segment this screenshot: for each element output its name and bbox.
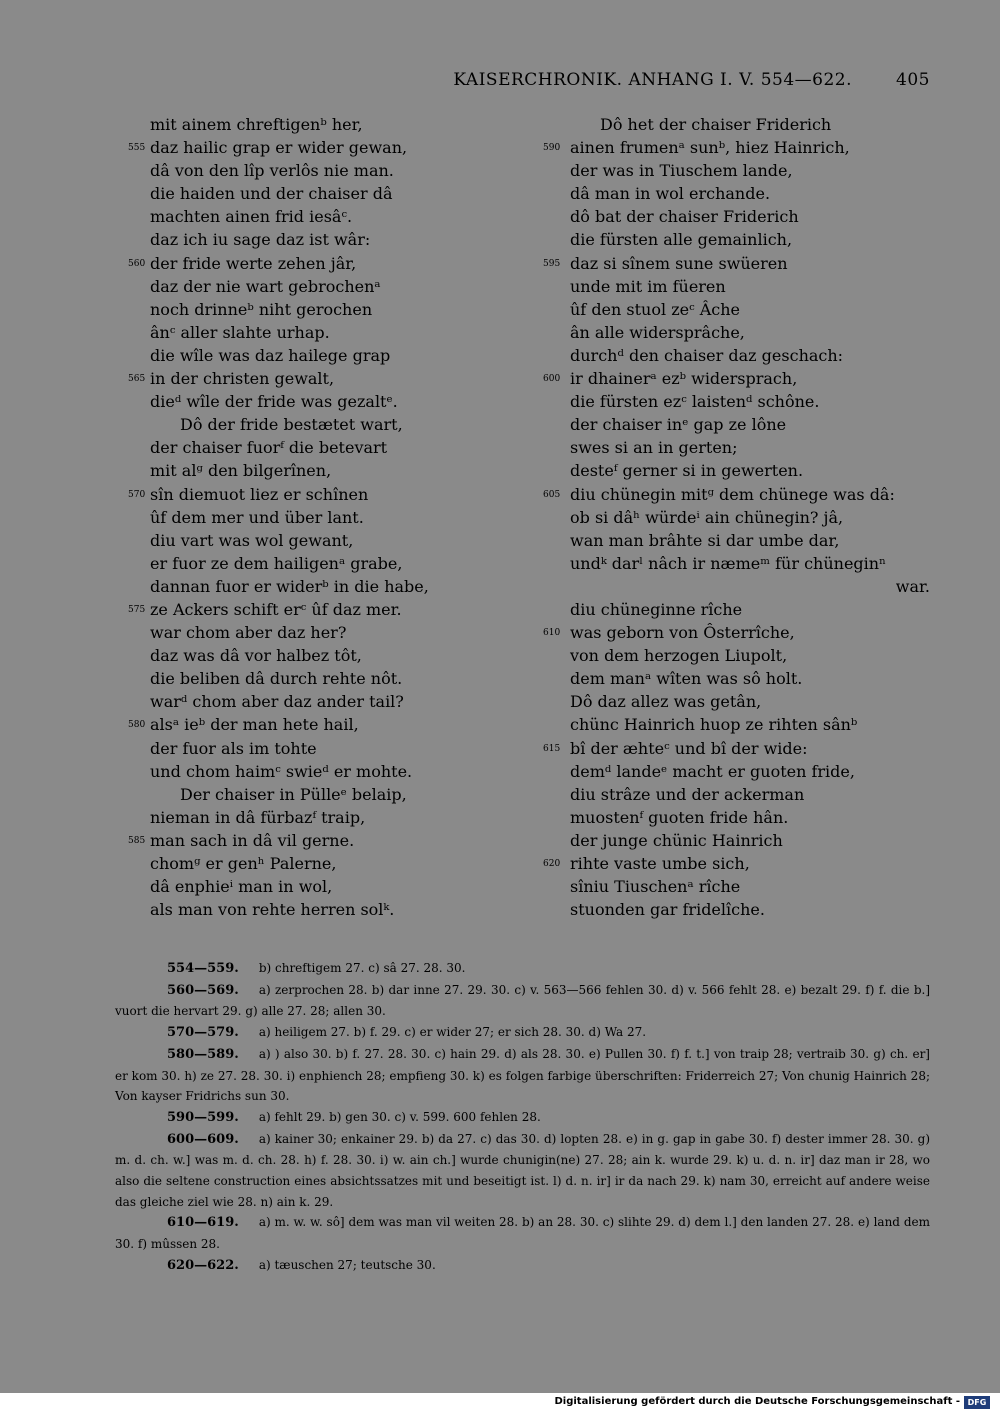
apparatus-range: 610—619. (167, 1215, 239, 1231)
apparatus-range: 560—569. (167, 982, 239, 998)
verse-text: Dô daz allez was getân, (570, 692, 762, 712)
verse-text: der was in Tiuschem lande, (570, 161, 793, 181)
running-header (110, 70, 930, 94)
verse-line (150, 644, 480, 667)
verse-text: dâ man in wol erchande. (570, 184, 771, 204)
apparatus-entry (115, 1255, 930, 1277)
verse-line (570, 898, 930, 921)
verse-number: 560 (128, 258, 146, 269)
verse-line (128, 252, 480, 275)
verse-line (570, 205, 930, 228)
apparatus-text: a) tæuschen 27; teutsche 30. (258, 1257, 436, 1272)
apparatus-entry (115, 1107, 930, 1129)
verse-number: 570 (128, 489, 146, 500)
apparatus-range: 620—622. (167, 1257, 239, 1273)
verse-line (150, 667, 480, 690)
verse-text: sîn diemuot liez er schînen (150, 484, 369, 504)
verse-line (570, 667, 930, 690)
verse-line (150, 760, 480, 783)
verse-line (150, 275, 480, 298)
verse-text: dâ enphieⁱ man in wol, (150, 877, 333, 897)
verse-line (543, 621, 930, 644)
verse-line (150, 228, 480, 251)
verse-text: und chom haimᶜ swieᵈ er mohte. (150, 761, 413, 781)
verse-line (570, 806, 930, 829)
verse-text: ûf dem mer und über lant. (150, 507, 364, 527)
verse-text: der chaiser inᵉ gap ze lône (570, 415, 787, 435)
verse-text: nieman in dâ fürbazᶠ traip, (150, 807, 366, 827)
verse-text: machten ainen frid iesâᶜ. (150, 207, 353, 227)
verse-text: stuonden gar fridelîche. (570, 900, 765, 920)
verse-text: ânᶜ aller slahte urhap. (150, 322, 330, 342)
verse-text: in der christen gewalt, (150, 369, 335, 389)
verse-text: sîniu Tiuschenᵃ rîche (570, 877, 741, 897)
verse-text: dô bat der chaiser Friderich (570, 207, 799, 227)
verse-text: undᵏ darˡ nâch ir næmeᵐ für chüneginⁿ (570, 553, 886, 573)
verse-line (150, 852, 480, 875)
verse-line (128, 136, 480, 159)
verse-number: 565 (128, 374, 146, 385)
apparatus-entry (115, 1022, 930, 1044)
verse-text: muostenᶠ guoten fride hân. (570, 807, 789, 827)
verse-text: der fuor als im tohte (150, 738, 317, 758)
verse-text: was geborn von Ôsterrîche, (570, 623, 795, 643)
footer-credit: Digitalisierung gefördert durch die Deutsche Forschungsgemeinschaft - (554, 1396, 960, 1407)
page-number: 405 (896, 70, 930, 90)
verse-text: mit ainem chreftigenᵇ her, (150, 115, 363, 134)
verse-line (543, 252, 930, 275)
verse-text: Dô der fride bestætet wart, (180, 415, 403, 435)
verse-line (570, 644, 930, 667)
apparatus-text: a) kainer 30; enkainer 29. b) da 27. c) das 30. d) lopten 28. e) in g. gap in gabe 30. f) dester immer 28. 30. g) m. d. ch. w.] was m. d. ch. 28. h) f. 28. 30. i) w. ain ch.] wurde chunigin(ne) 27. 28; ain k. wurde 29. k) u. d. n. ir] daz man ir 28, wo also die seltene construction eines absichtssatzes mit und beseitigt ist. l) d. n. ir] ir da nach 29. k) nam 30, erreicht auf andere weise das gleiche ziel wie 28. n) ain k. 29. (115, 1131, 930, 1209)
verse-line (570, 598, 930, 621)
verse-line (150, 159, 480, 182)
verse-line (128, 483, 480, 506)
verse-line (150, 529, 480, 552)
verse-number: 615 (543, 743, 561, 754)
verse-text: die beliben dâ durch rehte nôt. (150, 669, 403, 689)
verse-line (570, 459, 930, 482)
verse-line (150, 875, 480, 898)
verse-number: 605 (543, 489, 561, 500)
verse-text: Dô het der chaiser Friderich (600, 115, 832, 134)
verse-text: warᵈ chom aber daz ander tail? (150, 692, 404, 712)
verse-number: 580 (128, 720, 146, 731)
verse-line (543, 136, 930, 159)
verse-text: daz si sînem sune swüeren (570, 253, 788, 273)
verse-line (570, 228, 930, 251)
verse-line (570, 783, 930, 806)
verse-text: ir dhainerᵃ ezᵇ widersprach, (570, 369, 798, 389)
verse-text: swes si an in gerten; (570, 438, 738, 458)
verse-line (150, 321, 480, 344)
apparatus-entry (115, 980, 930, 1022)
apparatus-range: 580—589. (167, 1046, 239, 1062)
left-verse-column (128, 113, 480, 921)
verse-text: alsᵃ ieᵇ der man hete hail, (150, 715, 359, 735)
verse-line (150, 898, 480, 921)
verse-line (570, 875, 930, 898)
dfg-logo: DFG (964, 1396, 990, 1409)
verse-text: die wîle was daz hailege grap (150, 345, 391, 365)
verse-line (570, 552, 930, 575)
verse-number: 575 (128, 604, 146, 615)
verse-number: 555 (128, 143, 146, 154)
verse-text: der junge chünic Hainrich (570, 830, 783, 850)
verse-line (150, 621, 480, 644)
verse-line (543, 483, 930, 506)
verse-text: dâ von den lîp verlôs nie man. (150, 161, 394, 181)
apparatus-text: a) ) also 30. b) f. 27. 28. 30. c) hain 29. d) als 28. 30. e) Pullen 30. f) f. t.] von traip 28; vertraib 30. g) ch. er] er kom 30. h) ze 27. 28. 30. i) enphiench 28; empfieng 30. k) es folgen farbige überschriften: Friderreich 27; Von chunig Hainrich 28; Von kayser Fridrichs sun 30. (115, 1046, 930, 1104)
verse-line (150, 806, 480, 829)
verse-line (570, 275, 930, 298)
verse-line (150, 182, 480, 205)
verse-line (150, 344, 480, 367)
verse-text: von dem herzogen Liupolt, (570, 646, 788, 666)
verse-line (570, 413, 930, 436)
verse-line (150, 552, 480, 575)
verse-text: ob si dâʰ würdeⁱ ain chünegin? jâ, (570, 507, 844, 527)
apparatus-entry (115, 1212, 930, 1254)
verse-number: 595 (543, 258, 561, 269)
verse-number: 600 (543, 374, 561, 385)
verse-line (570, 690, 930, 713)
verse-line (543, 367, 930, 390)
verse-line (570, 713, 930, 736)
verse-line (570, 321, 930, 344)
verse-line (570, 159, 930, 182)
verse-line (128, 598, 480, 621)
verse-text: diu chüneginne rîche (570, 599, 743, 619)
verse-text: chünc Hainrich huop ze rihten sânᵇ (570, 715, 858, 735)
verse-line (150, 459, 480, 482)
verse-line (150, 690, 480, 713)
verse-text: bî der æhteᶜ und bî der wide: (570, 738, 808, 758)
verse-text: ûf den stuol zeᶜ Âche (570, 299, 741, 319)
verse-line (150, 783, 480, 806)
apparatus-entry (115, 1044, 930, 1107)
verse-text: diu vart was wol gewant, (150, 530, 354, 550)
verse-line (150, 436, 480, 459)
verse-text: der chaiser fuorᶠ die betevart (150, 438, 388, 458)
verse-line (570, 113, 930, 136)
verse-line (570, 344, 930, 367)
verse-text: die fürsten alle gemainlich, (570, 230, 793, 250)
apparatus-entry (115, 958, 930, 980)
apparatus-text: a) zerprochen 28. b) dar inne 27. 29. 30. c) v. 563—566 fehlen 30. d) v. 566 fehlt 28. e) bezalt 29. f) f. die b.] vuort die hervart 29. g) alle 27. 28; allen 30. (115, 982, 930, 1019)
footer-bar (0, 1393, 1000, 1413)
verse-line (128, 367, 480, 390)
apparatus-range: 554—559. (167, 961, 239, 976)
verse-text: daz was dâ vor halbez tôt, (150, 646, 362, 666)
verse-text: desteᶠ gerner si in gewerten. (570, 461, 804, 481)
verse-line (570, 760, 930, 783)
verse-text: mit alᵍ den bilgerînen, (150, 461, 332, 481)
verse-line (543, 852, 930, 875)
verse-text: die fürsten ezᶜ laistenᵈ schône. (570, 392, 820, 412)
verse-text: diu strâze und der ackerman (570, 784, 805, 804)
critical-apparatus (115, 958, 930, 1277)
apparatus-range: 570—579. (167, 1025, 239, 1041)
verse-text: dem manᵃ wîten was sô holt. (570, 669, 803, 689)
verse-line (150, 737, 480, 760)
apparatus-range: 590—599. (167, 1109, 239, 1125)
verse-text: als man von rehte herren solᵏ. (150, 900, 395, 920)
verse-text: diu chünegin mitᵍ dem chünege was dâ: (570, 484, 895, 504)
verse-text: dannan fuor er widerᵇ in die habe, (150, 576, 429, 596)
verse-text: daz der nie wart gebrochenᵃ (150, 276, 381, 296)
apparatus-range: 600—609. (167, 1131, 239, 1147)
verse-text: daz ich iu sage daz ist wâr: (150, 230, 371, 250)
verse-text: ze Ackers schift erᶜ ûf daz mer. (150, 599, 402, 619)
verse-line (570, 506, 930, 529)
verse-number: 610 (543, 628, 561, 639)
verse-text: noch drinneᵇ niht gerochen (150, 299, 373, 319)
verse-text: demᵈ landeᵉ macht er guoten fride, (570, 761, 855, 781)
verse-text: er fuor ze dem hailigenᵃ grabe, (150, 553, 403, 573)
verse-text: durchᵈ den chaiser daz geschach: (570, 345, 844, 365)
verse-text: ân alle widersprâche, (570, 322, 745, 342)
verse-line (150, 575, 480, 598)
verse-line (128, 829, 480, 852)
verse-line (570, 390, 930, 413)
verse-number: 590 (543, 143, 561, 154)
verse-text: daz hailic grap er wider gewan, (150, 138, 408, 158)
verse-line (150, 506, 480, 529)
verse-line (570, 298, 930, 321)
verse-text: unde mit im füeren (570, 276, 726, 296)
verse-number: 620 (543, 859, 561, 869)
apparatus-entry (115, 1129, 930, 1213)
right-verse-column (543, 113, 930, 921)
verse-text: wan man brâhte si dar umbe dar, (570, 530, 840, 550)
verse-text: dieᵈ wîle der fride was gezaltᵉ. (150, 392, 398, 412)
verse-text: die haiden und der chaiser dâ (150, 184, 393, 204)
apparatus-text: a) m. w. w. sô] dem was man vil weiten 28. b) an 28. 30. c) slihte 29. d) dem l.] den landen 27. 28. e) land dem 30. f) mûssen 28. (115, 1215, 930, 1252)
verse-text: man sach in dâ vil gerne. (150, 830, 355, 850)
verse-text: chomᵍ er genʰ Palerne, (150, 854, 337, 873)
verse-text: Der chaiser in Pülleᵉ belaip, (180, 784, 407, 804)
verse-line (150, 113, 480, 136)
verse-text: der fride werte zehen jâr, (150, 253, 357, 273)
running-title: KAISERCHRONIK. ANHANG I. V. 554—622. (453, 70, 852, 90)
verse-text: ainen frumenᵃ sunᵇ, hiez Hainrich, (570, 138, 850, 158)
verse-line (570, 829, 930, 852)
verse-line (570, 575, 930, 598)
apparatus-text: a) heiligem 27. b) f. 29. c) er wider 27; er sich 28. 30. d) Wa 27. (258, 1025, 647, 1040)
verse-line (150, 205, 480, 228)
verse-line (570, 436, 930, 459)
verse-text: war. (895, 576, 930, 596)
verse-line (570, 182, 930, 205)
verse-text: rihte vaste umbe sich, (570, 854, 750, 873)
verse-line (150, 298, 480, 321)
verse-line (150, 390, 480, 413)
apparatus-text: b) chreftigem 27. c) sâ 27. 28. 30. (258, 961, 466, 975)
verse-number: 585 (128, 835, 146, 846)
verse-line (543, 737, 930, 760)
verse-line (128, 713, 480, 736)
apparatus-text: a) fehlt 29. b) gen 30. c) v. 599. 600 fehlen 28. (258, 1109, 541, 1124)
verse-line (570, 529, 930, 552)
verse-text: war chom aber daz her? (150, 623, 347, 643)
verse-line (150, 413, 480, 436)
